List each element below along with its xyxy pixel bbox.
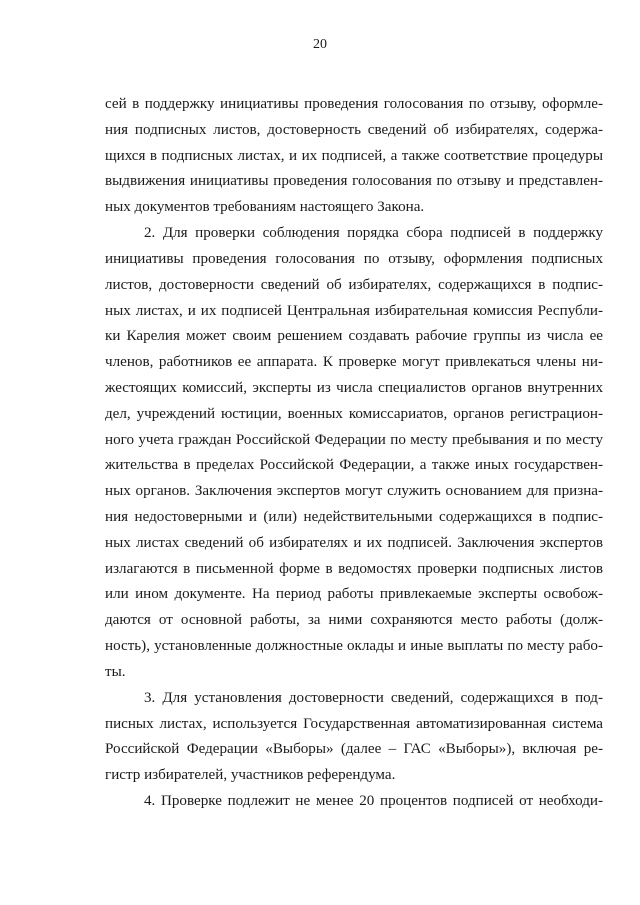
text-line: ность), установленные должностные оклады и иные выплаты по месту рабо- [105,638,603,655]
text-line: жительства в пределах Российской Федерации, а также иных государствен- [105,457,603,474]
text-line: гистр избирателей, участников референдума. [105,767,396,784]
text-line: ки Карелия может своим решением создавать рабочие группы из числа ее [105,328,603,345]
text-line: 2. Для проверки соблюдения порядка сбора подписей в поддержку [144,225,603,242]
text-line: дел, учреждений юстиции, военных комиссариатов, органов регистрацион- [105,405,603,422]
body-text [105,92,603,815]
text-line: излагаются в письменной форме в ведомостях проверки подписных листов [105,560,603,577]
text-line: Российской Федерации «Выборы» (далее – ГАС «Выборы»), включая ре- [105,741,603,758]
text-line: ты. [105,663,126,680]
text-line: 3. Для установления достоверности сведений, содержащихся в под- [144,689,603,706]
text-line: жестоящих комиссий, эксперты из числа специалистов органов внутренних [105,379,603,396]
text-line: членов, работников ее аппарата. К проверке могут привлекаться члены ни- [105,354,603,371]
text-line: ных органов. Заключения экспертов могут служить основанием для призна- [105,483,603,500]
text-line: выдвижения инициативы проведения голосования по отзыву и представлен- [105,173,603,190]
text-line: листов, достоверности сведений об избирателях, содержащихся в подпис- [105,276,603,293]
text-line: 4. Проверке подлежит не менее 20 процентов подписей от необходи- [144,792,603,809]
text-line: ния подписных листов, достоверность сведений об избирателях, содержа- [105,121,603,138]
text-line: даются от основной работы, за ними сохраняются место работы (долж- [105,612,603,629]
text-line: или ином документе. На период работы привлекаемые эксперты освобож- [105,586,603,603]
text-line: сей в поддержку инициативы проведения голосования по отзыву, оформле- [105,96,603,112]
text-line: щихся в подписных листах, и их подписей, а также соответствие процедуры [105,147,603,164]
text-line: инициативы проведения голосования по отзыву, оформления подписных [105,250,603,267]
page-number: 20 [313,37,327,52]
text-line: ного учета граждан Российской Федерации по месту пребывания и по месту [105,431,603,448]
text-line: ных листах сведений об избирателях и их подписей. Заключения экспертов [105,534,603,551]
text-line: ных документов требованиям настоящего Закона. [105,199,425,216]
text-line: писных листах, используется Государственная автоматизированная система [105,715,603,732]
text-line: ния недостоверными и (или) недействительными содержащихся в подпис- [105,509,603,525]
text-line: ных листах, и их подписей Центральная избирательная комиссия Республи- [105,302,603,319]
